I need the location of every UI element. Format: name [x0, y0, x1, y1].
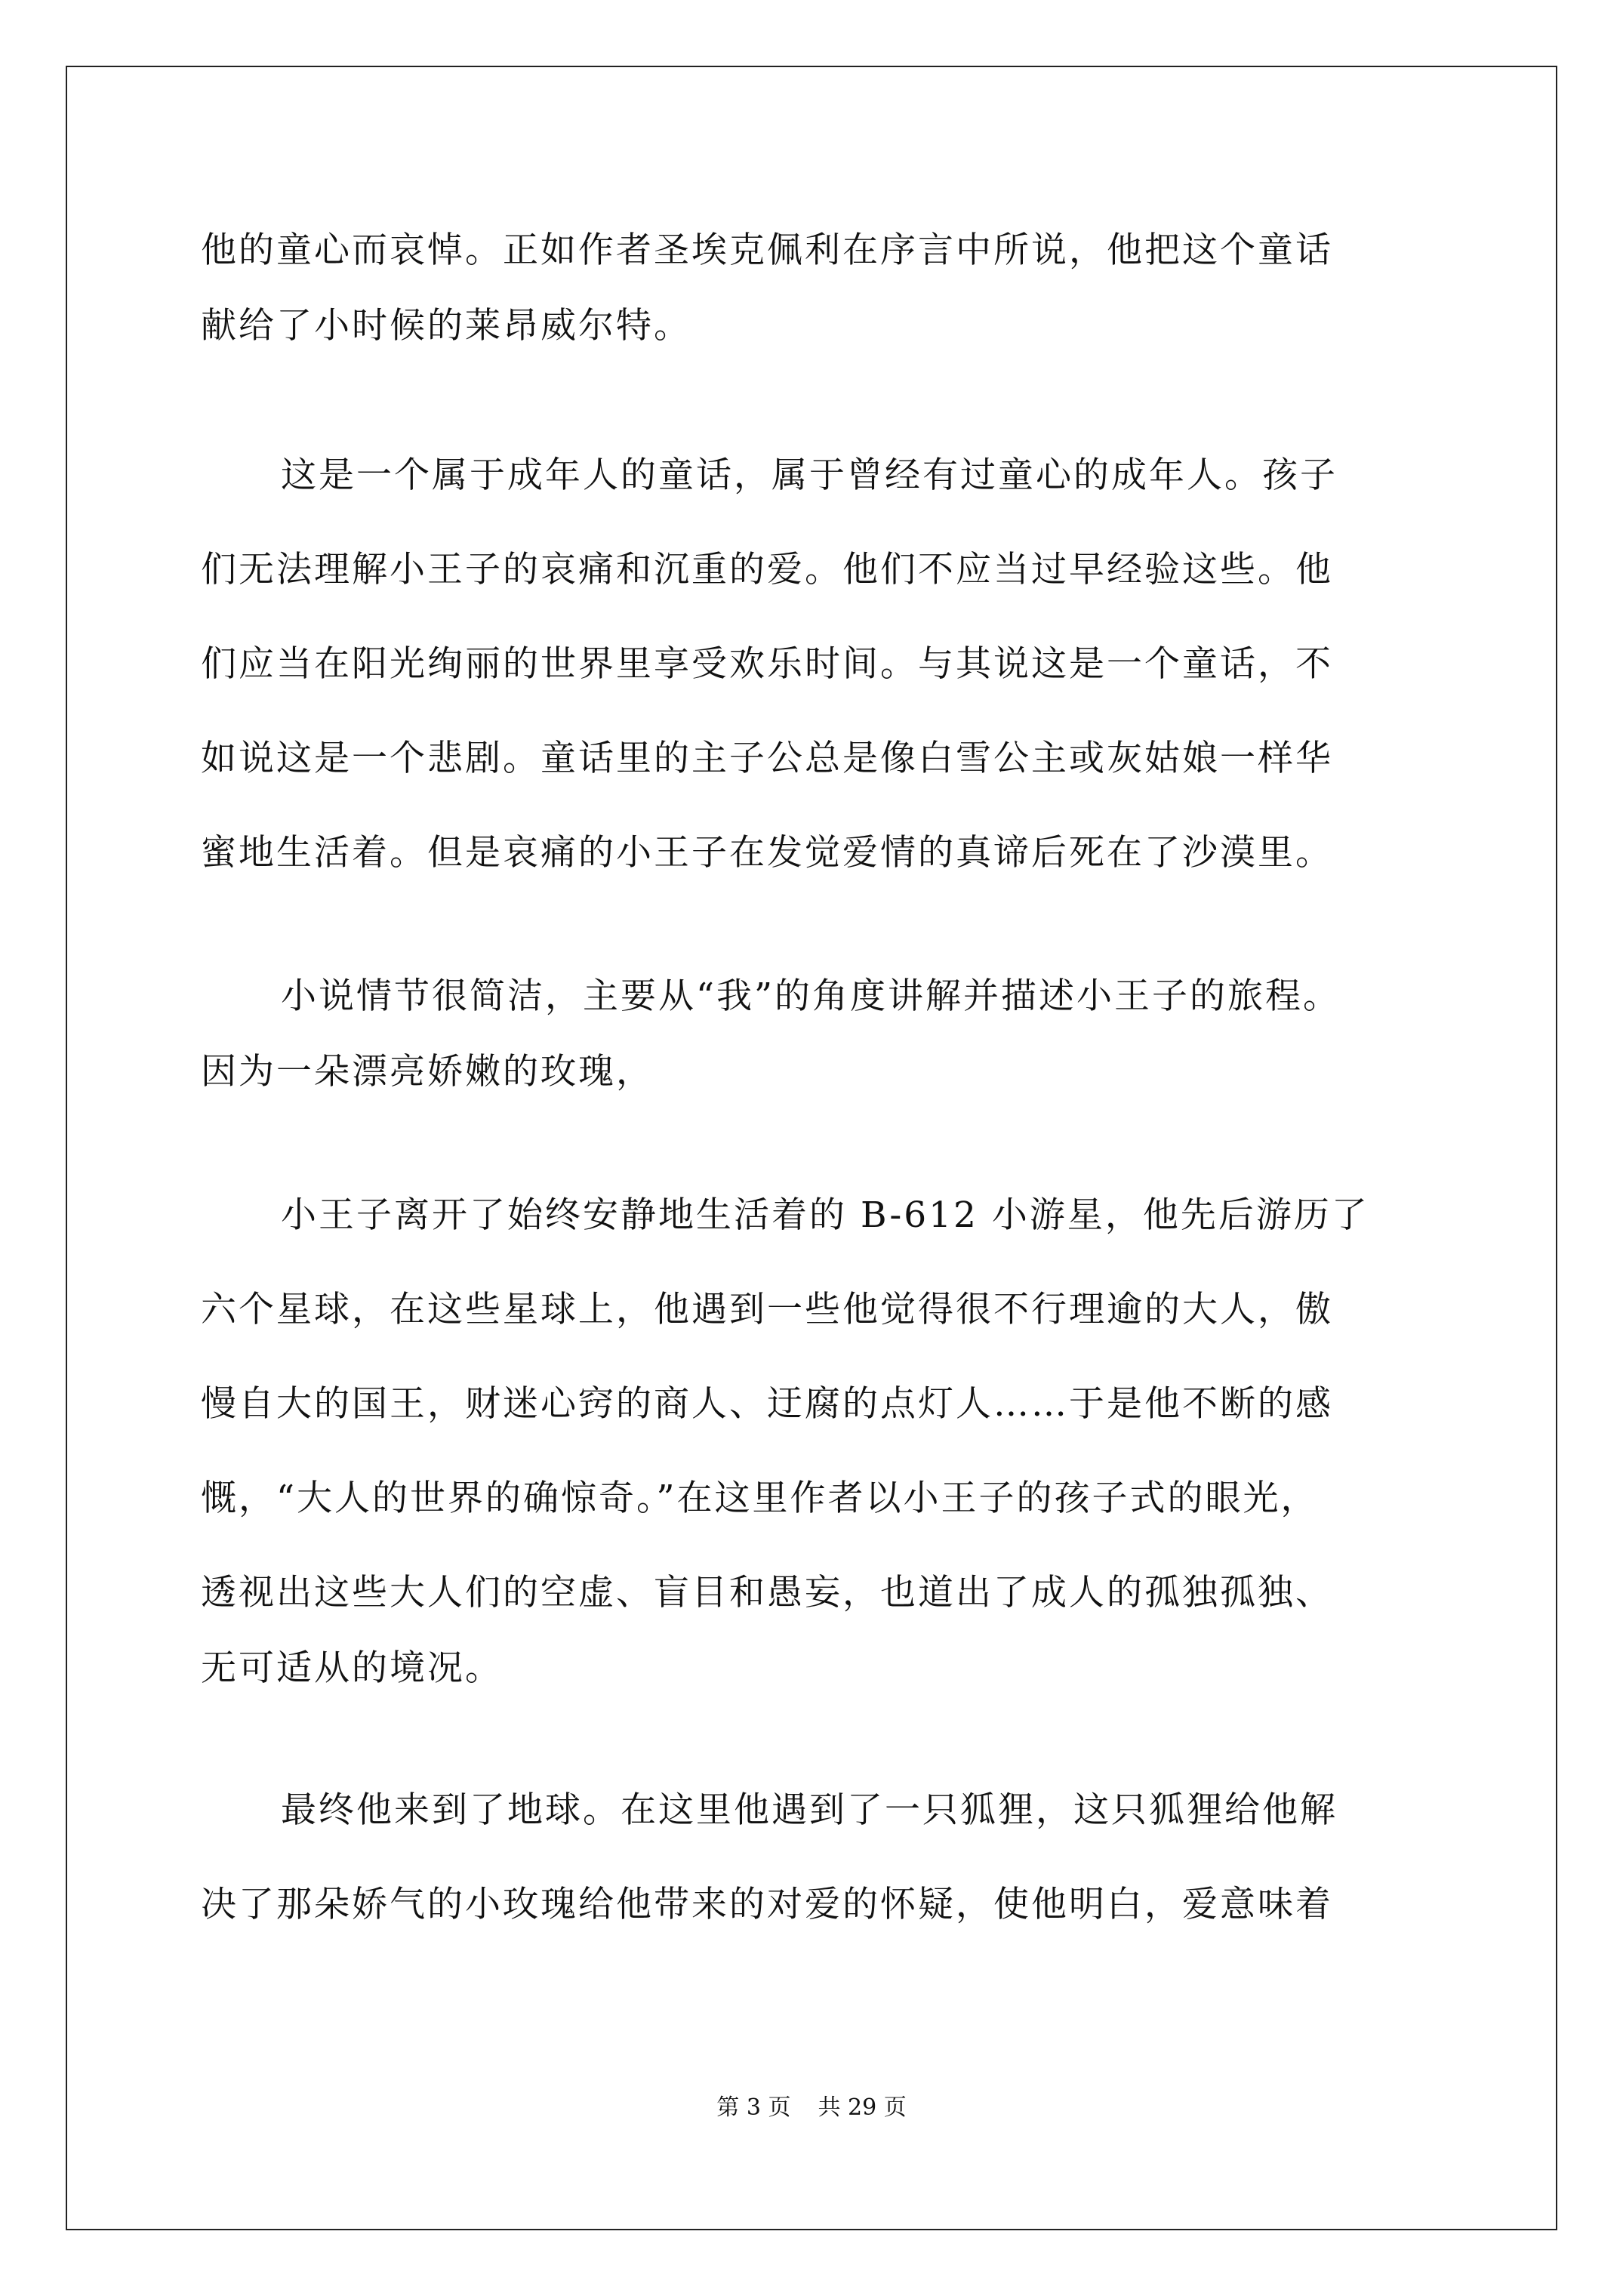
text-line: 决了那朵娇气的小玫瑰给他带来的对爱的怀疑，使他明白，爱意味着: [201, 1884, 1333, 1925]
text-line: 如说这是一个悲剧。童话里的主子公总是像白雪公主或灰姑娘一样华: [201, 738, 1333, 779]
page-footer: [0, 2093, 1623, 2123]
paragraph-start: 这是一个属于成年人的童话，属于曾经有过童心的成年人。孩子: [281, 455, 1338, 496]
text-line: 们无法理解小王子的哀痛和沉重的爱。他们不应当过早经验这些。他: [201, 549, 1333, 590]
text-line: 透视出这些大人们的空虚、盲目和愚妄，也道出了成人的孤独孤独、: [201, 1572, 1333, 1613]
text-line: 他的童心而哀悼。正如作者圣埃克佩利在序言中所说，他把这个童话: [201, 230, 1333, 271]
page-number: 第 3 页: [716, 2094, 791, 2121]
paragraph-start: 小说情节很简洁，主要从“我”的角度讲解并描述小王子的旅程。: [281, 975, 1341, 1017]
text-line: 六个星球，在这些星球上，他遇到一些他觉得很不行理逾的大人，傲: [201, 1289, 1333, 1330]
text-line: 因为一朵漂亮娇嫩的玫瑰，: [201, 1051, 654, 1093]
text-line: 慢自大的国王，财迷心窍的商人、迂腐的点灯人……于是他不断的感: [201, 1383, 1333, 1425]
page-total: 共 29 页: [818, 2094, 907, 2121]
text-line: 们应当在阳光绚丽的世界里享受欢乐时间。与其说这是一个童话，不: [201, 643, 1333, 685]
text-line: 慨，“大人的世界的确惊奇。”在这里作者以小王子的孩子式的眼光，: [201, 1478, 1319, 1519]
text-line: 无可适从的境况。: [201, 1647, 503, 1689]
paragraph-start: 最终他来到了地球。在这里他遇到了一只狐狸，这只狐狸给他解: [281, 1789, 1338, 1831]
text-line: 蜜地生活着。但是哀痛的小王子在发觉爱情的真谛后死在了沙漠里。: [201, 832, 1333, 874]
text-line: 献给了小时候的莱昂威尔特。: [201, 305, 691, 347]
paragraph-start: 小王子离开了始终安静地生活着的 B-612 小游星，他先后游历了: [281, 1194, 1369, 1236]
